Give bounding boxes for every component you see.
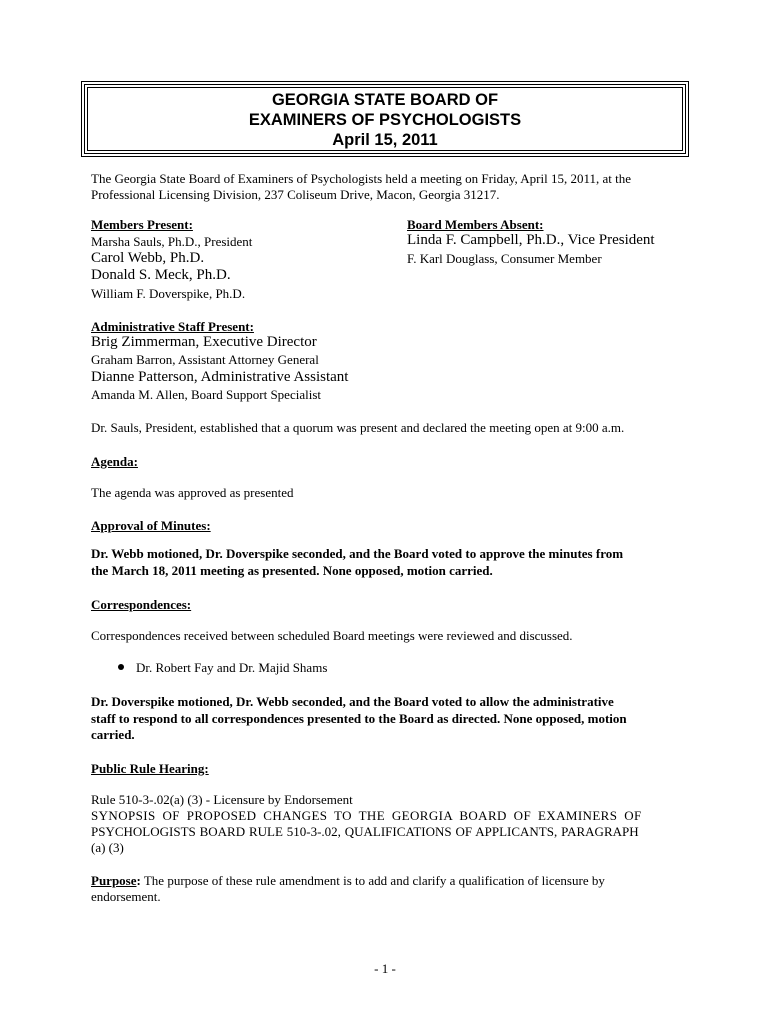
member-present: Donald S. Meck, Ph.D.	[91, 267, 231, 283]
purpose-text: The purpose of these rule amendment is to add and clarify a qualification of licensure by	[140, 873, 605, 888]
purpose-colon: :	[136, 873, 141, 888]
quorum-statement: Dr. Sauls, President, established that a quorum was present and declared the meeting open at 9:00 a.m.	[91, 420, 625, 435]
correspondence-motion-line2: staff to respond to all correspondences presented to the Board as directed. None opposed, motion	[91, 711, 627, 726]
intro-line1: The Georgia State Board of Examiners of Psychologists held a meeting on Friday, April 15, 2011, at the	[91, 171, 632, 186]
correspondence-motion-line1: Dr. Doverspike motioned, Dr. Webb seconded, and the Board voted to allow the administrative	[91, 694, 614, 709]
synopsis-line2: PSYCHOLOGISTS BOARD RULE 510-3-.02, QUALIFICATIONS OF APPLICANTS, PARAGRAPH	[91, 824, 639, 839]
synopsis-line1: SYNOPSIS OF PROPOSED CHANGES TO THE GEORGIA BOARD OF EXAMINERS OF	[91, 808, 642, 823]
correspondences-text: Correspondences received between scheduled Board meetings were reviewed and discussed.	[91, 628, 573, 643]
meeting-date: April 15, 2011	[332, 131, 438, 149]
staff-member: Graham Barron, Assistant Attorney General	[91, 352, 319, 367]
member-present: William F. Doverspike, Ph.D.	[91, 286, 246, 301]
title-box	[81, 81, 689, 157]
members-absent-heading: Board Members Absent:	[407, 217, 544, 232]
minutes-motion-line1: Dr. Webb motioned, Dr. Doverspike seconded, and the Board voted to approve the minutes from	[91, 546, 624, 561]
board-name-line2: EXAMINERS OF PSYCHOLOGISTS	[248, 111, 522, 129]
minutes-heading: Approval of Minutes:	[91, 518, 211, 533]
public-rule-hearing-heading: Public Rule Hearing:	[91, 761, 209, 776]
member-present: Carol Webb, Ph.D.	[91, 250, 205, 266]
member-absent: Linda F. Campbell, Ph.D., Vice President	[407, 232, 655, 248]
minutes-motion-line2: the March 18, 2011 meeting as presented. None opposed, motion carried.	[91, 563, 493, 578]
members-present-heading: Members Present:	[91, 217, 193, 232]
rule-title: Rule 510-3-.02(a) (3) - Licensure by Endorsement	[91, 792, 353, 807]
member-present: Marsha Sauls, Ph.D., President	[91, 234, 253, 249]
member-absent: F. Karl Douglass, Consumer Member	[407, 251, 602, 266]
staff-member: Dianne Patterson, Administrative Assistant	[91, 369, 349, 385]
agenda-heading: Agenda:	[91, 454, 138, 469]
correspondence-motion-line3: carried.	[91, 727, 135, 742]
intro-line2: Professional Licensing Division, 237 Coliseum Drive, Macon, Georgia 31217.	[91, 187, 500, 202]
staff-member: Brig Zimmerman, Executive Director	[91, 334, 317, 350]
purpose-line1	[91, 873, 605, 889]
correspondence-item: Dr. Robert Fay and Dr. Majid Shams	[136, 660, 328, 675]
agenda-text: The agenda was approved as presented	[91, 485, 294, 500]
correspondences-heading: Correspondences:	[91, 597, 192, 612]
page-number: - 1 -	[374, 961, 396, 976]
bullet-icon	[118, 664, 124, 670]
purpose-line2: endorsement.	[91, 889, 161, 904]
staff-present-heading: Administrative Staff Present:	[91, 319, 254, 334]
staff-member: Amanda M. Allen, Board Support Specialist	[91, 387, 322, 402]
board-name-line1: GEORGIA STATE BOARD OF	[271, 91, 499, 109]
purpose-label: Purpose	[91, 873, 137, 888]
synopsis-line3: (a) (3)	[91, 840, 124, 855]
